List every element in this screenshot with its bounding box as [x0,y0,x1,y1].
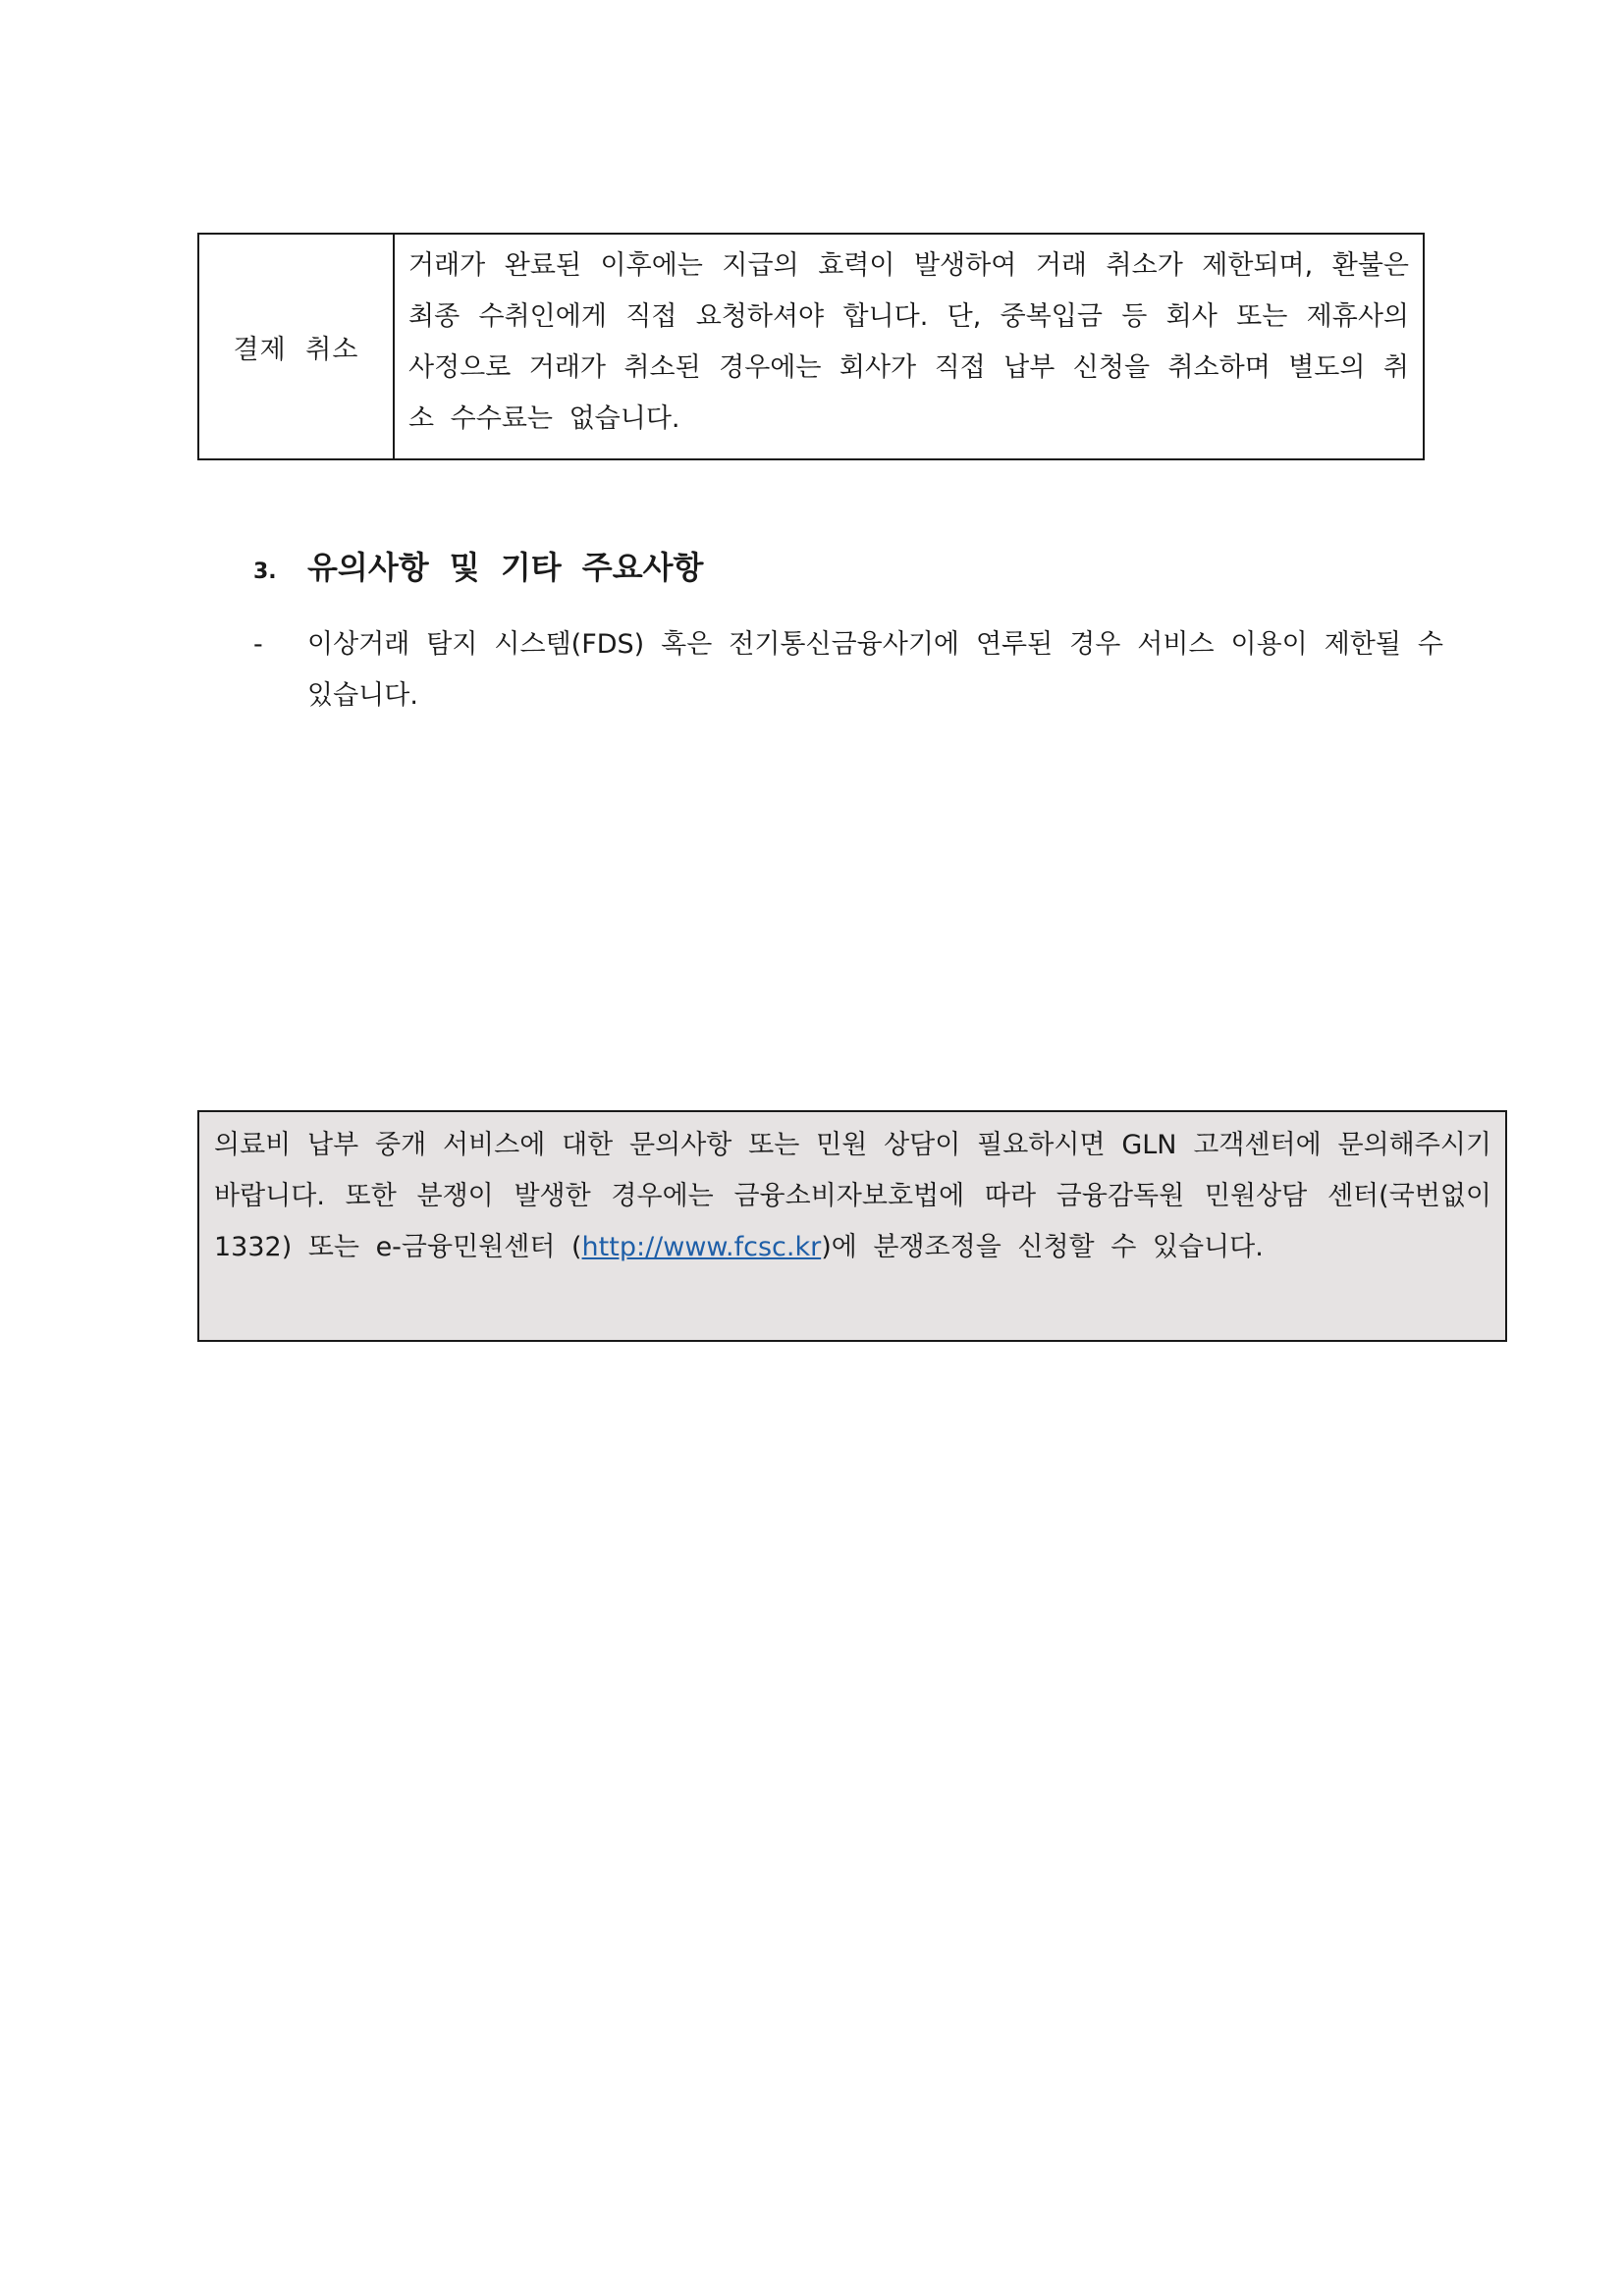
table-body-cell [395,235,1423,458]
section-title: 유의사항 및 기타 주요사항 [307,549,704,586]
bullet-text: 이상거래 탐지 시스템(FDS) 혹은 전기통신금융사기에 연루된 경우 서비스 이용이 제한될 수 있습니다. [307,629,1443,711]
table-body-text: 거래가 완료된 이후에는 지급의 효력이 발생하여 거래 취소가 제한되며, 환불은 최종 수취인에게 직접 요청하셔야 합니다. 단, 중복입금 등 회사 또는 제휴사의 사정으로 거래가 취소된 경우에는 회사가 직접 납부 신청을 취소하며 별도의 취소 수수료는 없습니다. [408,250,1409,434]
table-label: 결제 취소 [233,334,359,365]
notice-box [197,1110,1507,1342]
fcsc-link[interactable]: http://www.fcsc.kr [581,1232,822,1262]
notice-text-before-link: 의료비 납부 중개 서비스에 대한 문의사항 또는 민원 상담이 필요하시면 GLN 고객센터에 문의해주시기 바랍니다. 또한 분쟁이 발생한 경우에는 금융소비자보호법에 따라 금융감독원 민원상담 센터(국번없이 1332) 또는 e-금융민원센터 ( [214,1130,1491,1262]
table-label-cell [199,235,395,458]
bullet-marker: - [253,629,263,660]
section-heading [253,543,703,592]
payment-cancel-table [197,233,1425,460]
section-number: 3. [253,560,277,584]
list-item [253,619,1443,721]
notice-text-after-link: )에 분쟁조정을 신청할 수 있습니다. [821,1232,1264,1262]
